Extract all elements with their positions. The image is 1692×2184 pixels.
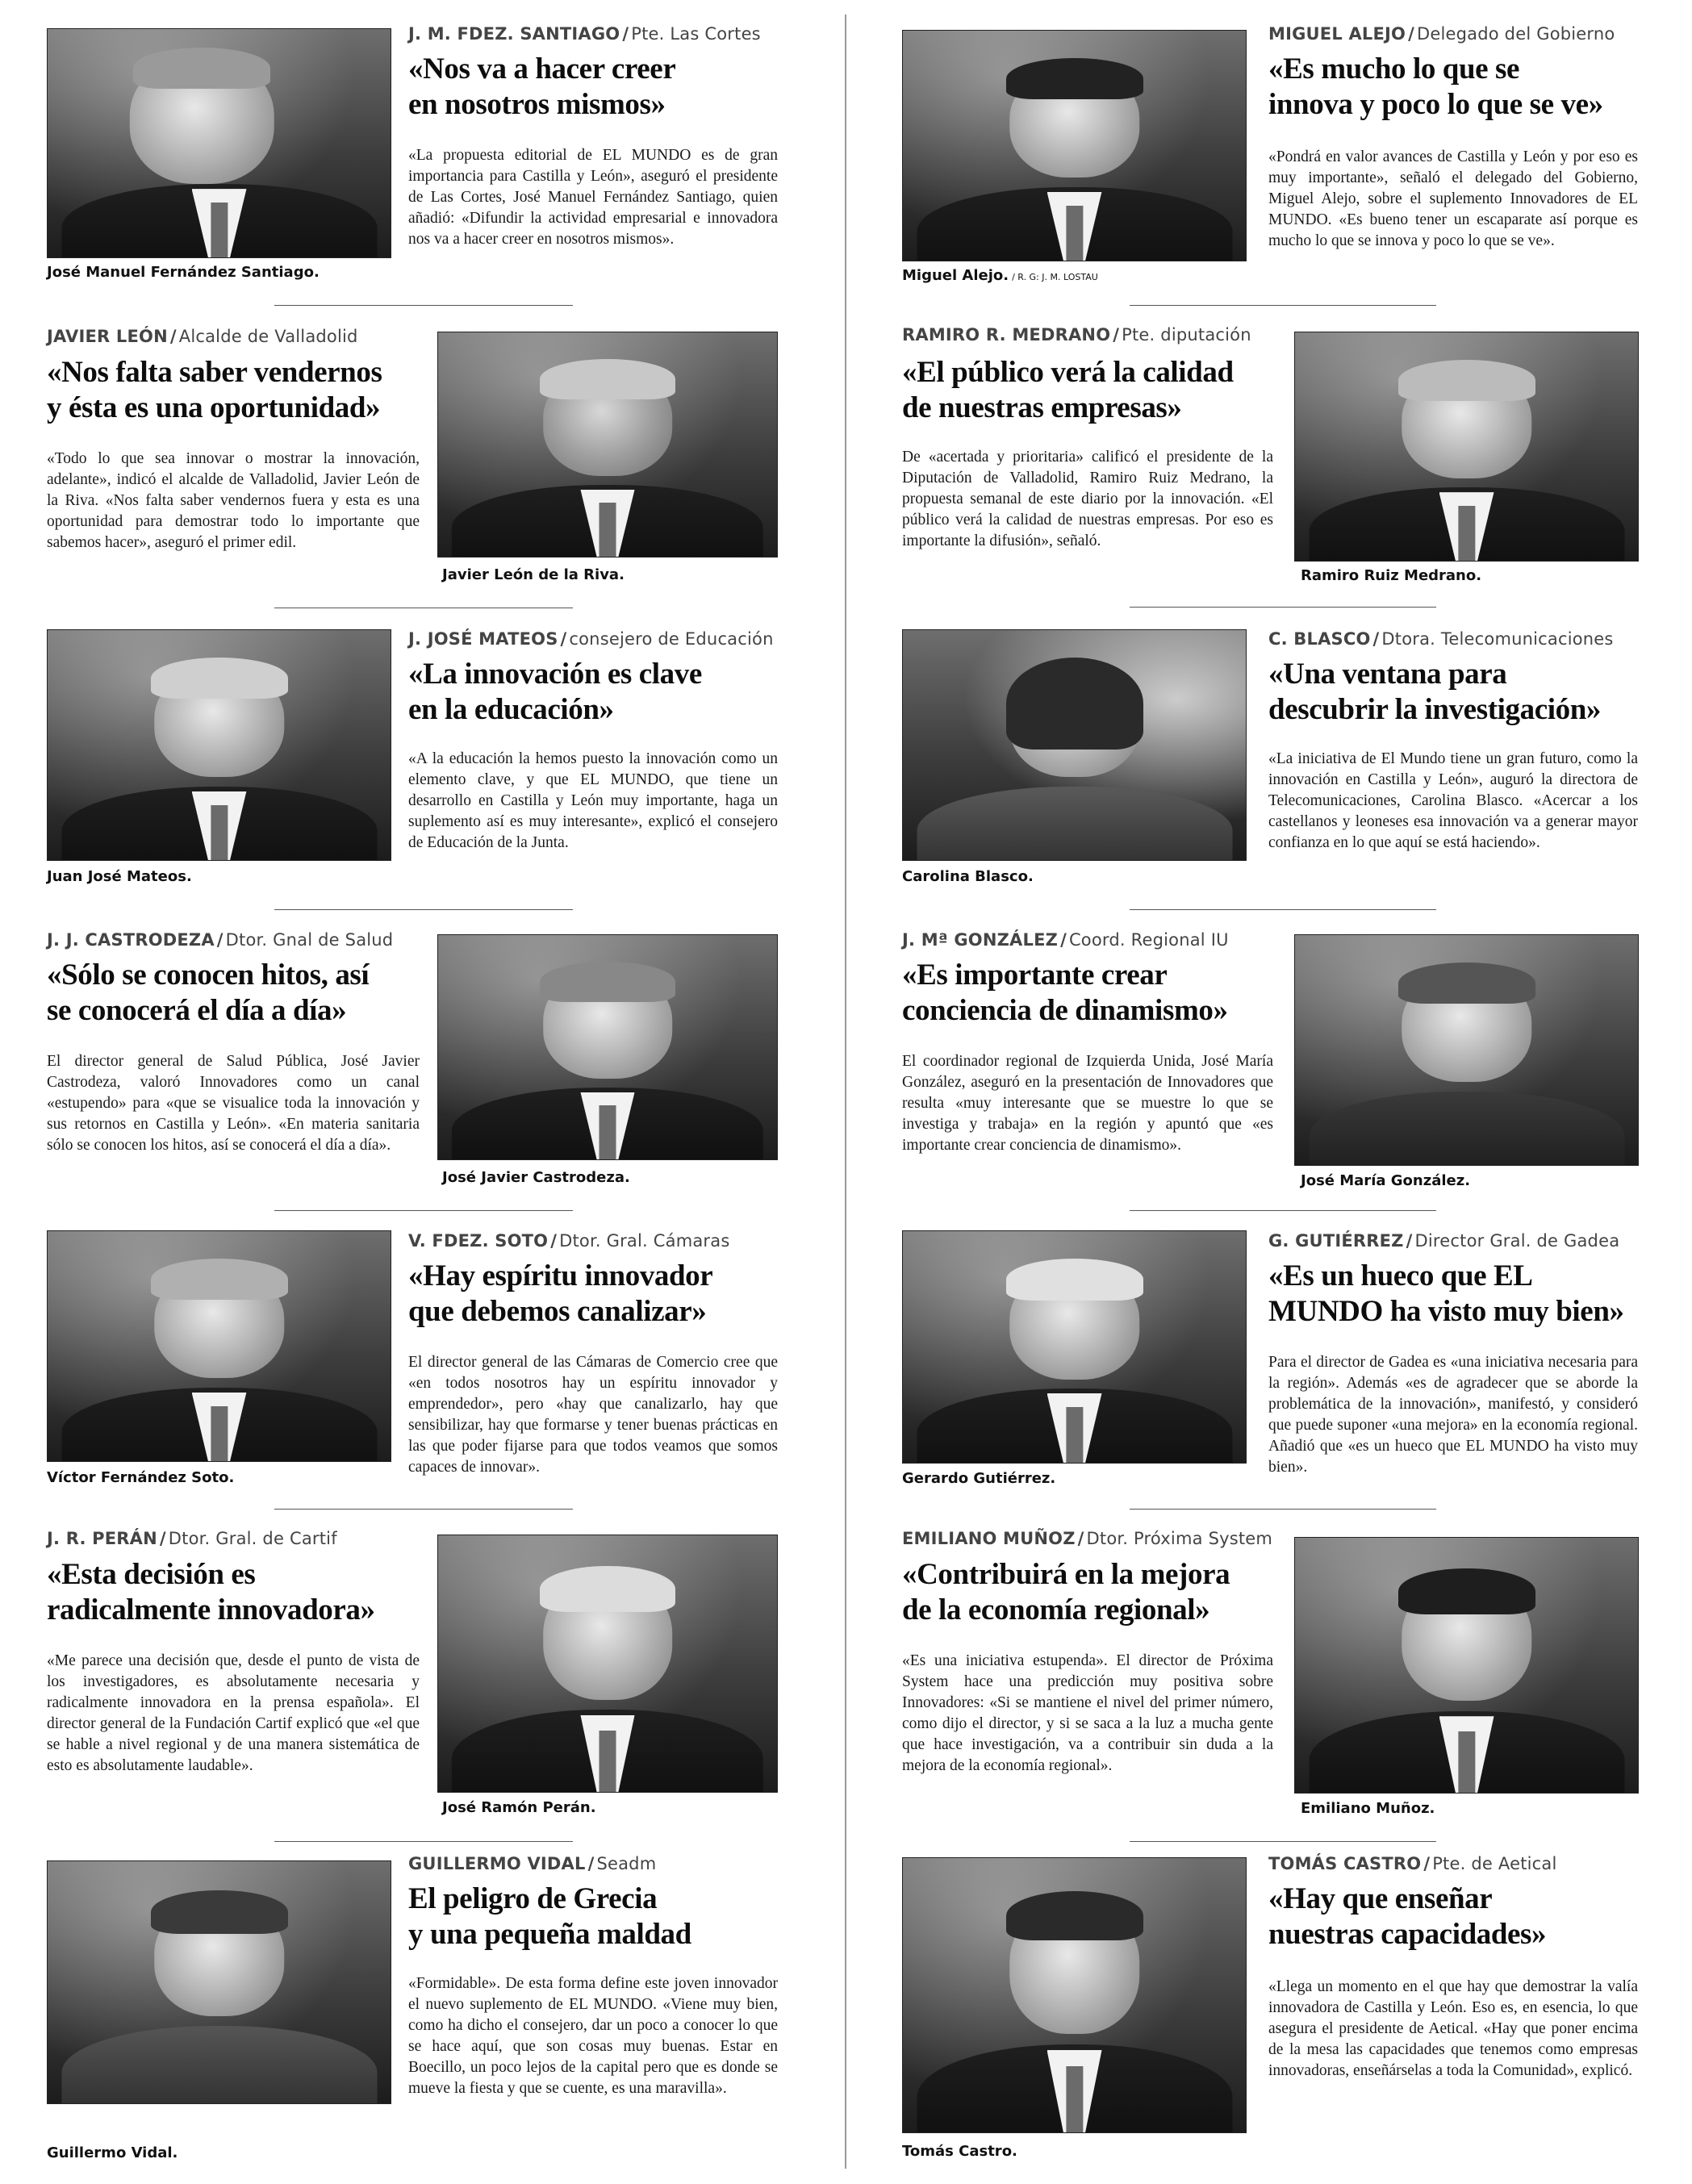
person-tag: J. JOSÉ MATEOS / consejero de Educación	[408, 629, 774, 649]
portrait-photo	[902, 1857, 1247, 2133]
headline: «La innovación es clave en la educación»	[408, 658, 702, 726]
column-divider	[845, 15, 846, 2169]
person-tag: V. FDEZ. SOTO / Dtor. Gral. Cámaras	[408, 1231, 730, 1251]
article-body: «La iniciativa de El Mundo tiene un gran futuro, como la innovación en Castilla y León», auguró la directora de Telecomunicaciones, Carolina Blasco. «Acercar a los castellanos y leoneses esa innovación va a generar mayor confianza en lo que aquí se está haciendo».	[1268, 750, 1638, 851]
person-tag: G. GUTIÉRREZ / Director Gral. de Gadea	[1268, 1231, 1620, 1251]
section-rule	[1130, 1210, 1436, 1211]
portrait-photo	[47, 28, 391, 258]
headline: El peligro de Grecia y una pequeña maldad	[408, 1882, 691, 1951]
photo-caption: Víctor Fernández Soto.	[47, 1469, 235, 1486]
section-rule	[274, 1509, 573, 1510]
headline: «Nos falta saber vendernos y ésta es una oportunidad»	[47, 356, 382, 424]
article-body: El coordinador regional de Izquierda Unida, José María González, aseguró en la presentación de Innovadores que resulta «muy interesante que se muestre lo que se investiga y trabaja» en la región y apuntó que «es importante crear conciencia de dinamismo».	[902, 1053, 1273, 1154]
section-rule	[1130, 1509, 1436, 1510]
portrait-photo	[47, 629, 391, 861]
headline: «Contribuirá en la mejora de la economía regional»	[902, 1558, 1230, 1627]
person-tag: GUILLERMO VIDAL / Seadm	[408, 1854, 657, 1873]
headline: «Es un hueco que EL MUNDO ha visto muy bien»	[1268, 1259, 1624, 1328]
article-body: «A la educación la hemos puesto la innovación como un elemento clave, y que EL MUNDO, que tiene un desarrollo en Castilla y León muy importante, haga un suplemento así es muy interesante», explicó el consejero de Educación de la Junta.	[408, 750, 778, 851]
headline: «Es mucho lo que se innova y poco lo que se ve»	[1268, 52, 1603, 121]
portrait-photo	[437, 934, 778, 1160]
article-body: «La propuesta editorial de EL MUNDO es de gran importancia para Castilla y León», aseguró el presidente de Las Cortes, José Manuel Fernández Santiago, quien añadió: «Difundir la actividad empresarial e innovadora nos va a hacer creer en nosotros mismos».	[408, 147, 778, 248]
photo-caption: Ramiro Ruiz Medrano.	[1301, 567, 1482, 584]
article-body: «Llega un momento en el que hay que demostrar la valía innovadora de Castilla y León. Eso es, en esencia, lo que asegura el presidente de Aetical. «Hay que poner encima de la mesa las capacidades que tenemos como empresas innovadoras, enseñárselas a toda la Comunidad», explicó.	[1268, 1978, 1638, 2079]
photo-caption: Tomás Castro.	[902, 2143, 1017, 2160]
headline: «Una ventana para descubrir la investigación»	[1268, 658, 1601, 726]
article-body: «Es una iniciativa estupenda». El director de Próxima System hace una predicción muy positiva sobre Innovadores: «Si se mantiene el nivel del primer número, como dijo el director, y si se saca a la luz a mucha gente que hace investigación, va a contribuir sin duda a la mejora de la economía regional».	[902, 1652, 1273, 1774]
headline: «Nos va a hacer creer en nosotros mismos»	[408, 52, 676, 121]
portrait-photo	[47, 1230, 391, 1462]
section-rule	[1130, 909, 1436, 910]
section-rule	[1130, 1841, 1436, 1842]
person-tag: J. M. FDEZ. SANTIAGO / Pte. Las Cortes	[408, 24, 761, 44]
person-tag: RAMIRO R. MEDRANO / Pte. diputación	[902, 325, 1251, 345]
portrait-photo	[902, 30, 1247, 261]
headline: «Sólo se conocen hitos, así se conocerá el día a día»	[47, 958, 370, 1027]
section-rule	[1130, 607, 1436, 608]
headline: «Hay espíritu innovador que debemos canalizar»	[408, 1259, 713, 1328]
section-rule	[274, 909, 573, 910]
photo-caption: Guillermo Vidal.	[47, 2144, 178, 2161]
photo-caption: José Javier Castrodeza.	[442, 1169, 630, 1186]
headline: «Hay que enseñar nuestras capacidades»	[1268, 1882, 1547, 1951]
portrait-photo	[902, 629, 1247, 861]
person-tag: MIGUEL ALEJO / Delegado del Gobierno	[1268, 24, 1615, 44]
person-tag: EMILIANO MUÑOZ / Dtor. Próxima System	[902, 1529, 1273, 1548]
section-rule	[274, 305, 573, 306]
photo-caption: Carolina Blasco.	[902, 868, 1034, 885]
person-tag: J. Mª GONZÁLEZ / Coord. Regional IU	[902, 930, 1229, 950]
headline: «El público verá la calidad de nuestras empresas»	[902, 356, 1234, 424]
headline: «Esta decisión es radicalmente innovadora»	[47, 1558, 375, 1627]
headline: «Es importante crear conciencia de dinamismo»	[902, 958, 1228, 1027]
article-body: El director general de las Cámaras de Comercio cree que «en todos nosotros hay un espíritu innovador y emprendedor», pero «hay que canalizarlo, hay que sensibilizar, hay que formarse y tener buenas prácticas en las que poder fijarse para que todos veamos que somos capaces de innovar».	[408, 1354, 778, 1476]
photo-caption: José Ramón Perán.	[442, 1799, 596, 1816]
photo-caption: Juan José Mateos.	[47, 868, 192, 885]
portrait-photo	[902, 1230, 1247, 1464]
portrait-photo	[1294, 934, 1639, 1166]
article-body: «Todo lo que sea innovar o mostrar la innovación, adelante», indicó el alcalde de Valladolid, Javier León de la Riva. «Nos falta saber vendernos fuera y esta es una oportunidad para demostrar todo lo importante que sabemos hacer», aseguró el primer edil.	[47, 450, 420, 551]
person-tag: C. BLASCO / Dtora. Telecomunicaciones	[1268, 629, 1614, 649]
section-rule	[274, 1210, 573, 1211]
portrait-photo	[1294, 332, 1639, 562]
portrait-photo	[1294, 1537, 1639, 1794]
portrait-photo	[47, 1860, 391, 2104]
photo-caption: Gerardo Gutiérrez.	[902, 1470, 1056, 1487]
person-tag: J. R. PERÁN / Dtor. Gral. de Cartif	[47, 1529, 337, 1548]
photo-caption: Emiliano Muñoz.	[1301, 1800, 1435, 1817]
article-body: Para el director de Gadea es «una iniciativa necesaria para la región». Además «es de agradecer que se aborde la problemática de la innovación», manifestó, y consideró que puede suponer «una mejora» en la economía regional. Añadió que «es un hueco que EL MUNDO ha visto muy bien».	[1268, 1354, 1638, 1476]
article-body: «Pondrá en valor avances de Castilla y León y por eso es muy importante», señaló el delegado del Gobierno, Miguel Alejo, sobre el suplemento Innovadores de EL MUNDO. «Es bueno tener un escaparate así porque es mucho lo que se innova y poco lo que se ve».	[1268, 148, 1638, 249]
article-body: «Formidable». De esta forma define este joven innovador el nuevo suplemento de EL MUNDO. «Viene muy bien, como ha dicho el consejero, dar un poco a conocer lo que se hace aquí, que son cosas muy buenas. Estar en Boecillo, un poco lejos de la capital pero que es donde se mueve la fiesta y que se cuente, es una maravilla».	[408, 1975, 778, 2097]
article-body: De «acertada y prioritaria» calificó el presidente de la Diputación de Valladolid, Ramiro Ruiz Medrano, la propuesta semanal de este diario por la innovación. «El público verá la calidad de nuestras empresas. Por eso es importante la difusión», señaló.	[902, 449, 1273, 549]
section-rule	[1130, 305, 1436, 306]
photo-caption: Javier León de la Riva.	[442, 566, 625, 583]
portrait-photo	[437, 1535, 778, 1793]
article-body: «Me parece una decisión que, desde el punto de vista de los investigadores, es absolutamente necesaria y radicalmente innovadora en la prensa española». El director general de la Fundación Cartif explicó que «el que se hable a nivel regional y de una manera sistemática de esto es absolutamente laudable».	[47, 1652, 420, 1774]
photo-caption: Miguel Alejo. / R. G: J. M. LOSTAU	[902, 267, 1098, 284]
photo-caption: José María González.	[1301, 1172, 1471, 1189]
person-tag: TOMÁS CASTRO / Pte. de Aetical	[1268, 1854, 1557, 1873]
section-rule	[274, 1841, 573, 1842]
article-body: El director general de Salud Pública, José Javier Castrodeza, valoró Innovadores como un canal «estupendo» para «que se visualice toda la innovación y sus retornos en Castilla y León». «En materia sanitaria sólo se conocen los hitos, así se conocerá el día a día».	[47, 1053, 420, 1154]
portrait-photo	[437, 332, 778, 557]
photo-caption: José Manuel Fernández Santiago.	[47, 264, 320, 281]
person-tag: J. J. CASTRODEZA / Dtor. Gnal de Salud	[47, 930, 394, 950]
person-tag: JAVIER LEÓN / Alcalde de Valladolid	[47, 327, 358, 346]
